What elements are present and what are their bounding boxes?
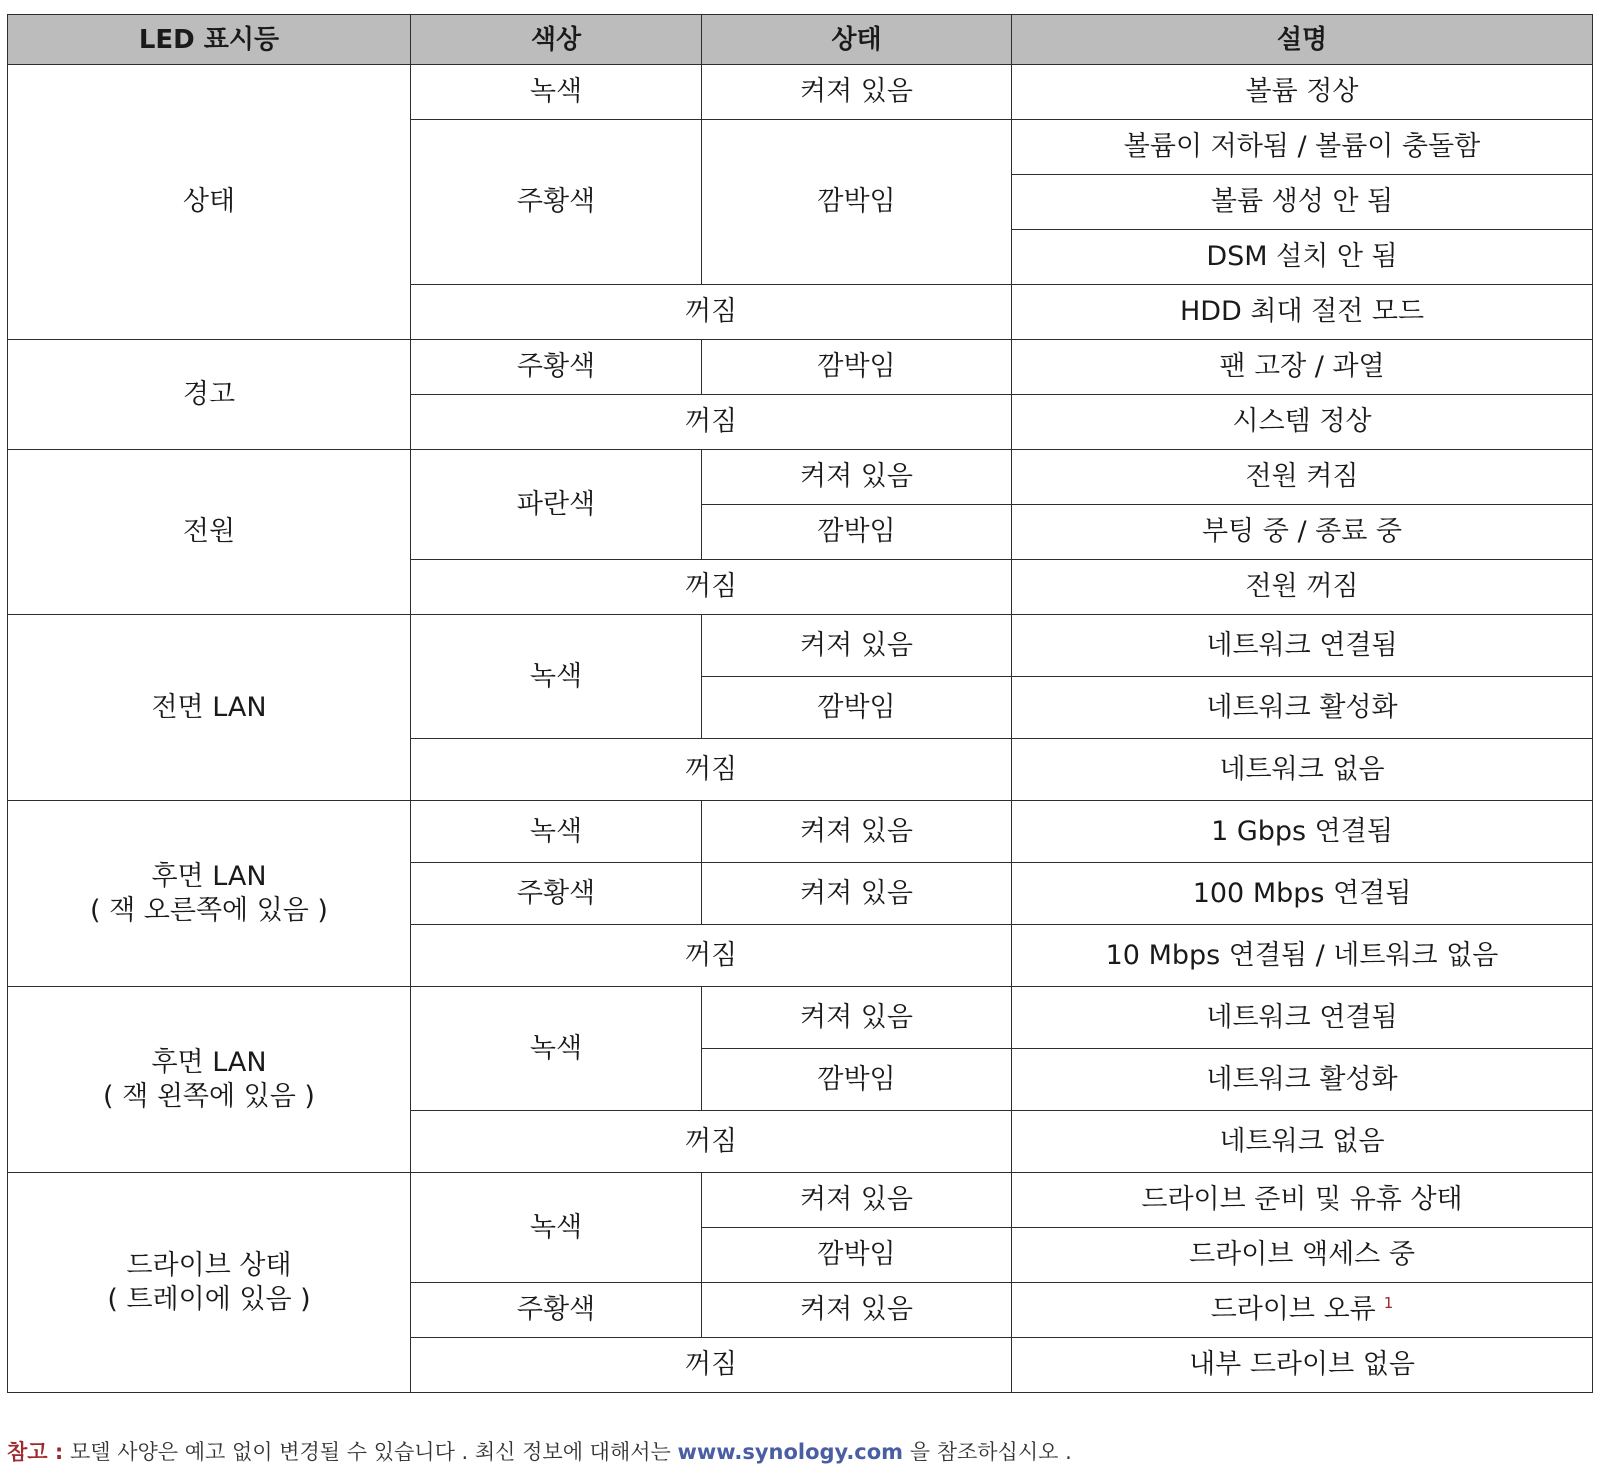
description-cell: 네트워크 활성화: [1012, 1049, 1593, 1111]
color-cell: 주황색: [411, 1283, 702, 1338]
table-row: [8, 340, 1593, 395]
color-cell: 파란색: [411, 450, 702, 560]
description-cell: 시스템 정상: [1012, 395, 1593, 450]
description-text: 드라이브 오류: [1210, 1294, 1376, 1325]
description-cell: 드라이브 준비 및 유휴 상태: [1012, 1173, 1593, 1228]
description-cell: 100 Mbps 연결됨: [1012, 863, 1593, 925]
table-row: [8, 450, 1593, 505]
color-cell: 주황색: [411, 120, 702, 285]
description-cell: DSM 설치 안 됨: [1012, 230, 1593, 285]
description-cell: 드라이브 액세스 중: [1012, 1228, 1593, 1283]
description-cell: 전원 꺼짐: [1012, 560, 1593, 615]
indicator-cell: [8, 987, 411, 1173]
led-indicator-table: [7, 14, 1593, 1393]
state-cell: 켜져 있음: [702, 1283, 1012, 1338]
off-state-cell: 꺼짐: [411, 395, 1012, 450]
state-cell: 깜박임: [702, 677, 1012, 739]
description-cell: 네트워크 활성화: [1012, 677, 1593, 739]
indicator-cell: 전면 LAN: [8, 615, 411, 801]
description-cell: 네트워크 연결됨: [1012, 987, 1593, 1049]
description-cell: 볼륨 정상: [1012, 65, 1593, 120]
indicator-cell: 전원: [8, 450, 411, 615]
color-cell: 녹색: [411, 987, 702, 1111]
indicator-location: ( 잭 왼쪽에 있음 ): [103, 1080, 315, 1112]
off-state-cell: 꺼짐: [411, 1111, 1012, 1173]
state-cell: 깜박임: [702, 120, 1012, 285]
state-cell: 깜박임: [702, 1228, 1012, 1283]
description-cell: 1 Gbps 연결됨: [1012, 801, 1593, 863]
off-state-cell: 꺼짐: [411, 1338, 1012, 1393]
state-cell: 켜져 있음: [702, 987, 1012, 1049]
state-cell: 켜져 있음: [702, 1173, 1012, 1228]
table-row: [8, 1173, 1593, 1228]
color-cell: 녹색: [411, 615, 702, 739]
note-label: 참고 :: [7, 1440, 64, 1464]
note-text: 모델 사양은 예고 없이 변경될 수 있습니다 . 최신 정보에 대해서는: [63, 1440, 678, 1464]
header-description: 설명: [1012, 15, 1593, 65]
color-cell: 녹색: [411, 801, 702, 863]
description-cell: 네트워크 없음: [1012, 1111, 1593, 1173]
table-row: [8, 615, 1593, 677]
table-row: [8, 801, 1593, 863]
table-header-row: [8, 15, 1593, 65]
table-row: [8, 65, 1593, 120]
indicator-location: ( 트레이에 있음 ): [107, 1283, 311, 1315]
table-row: [8, 987, 1593, 1049]
color-cell: 녹색: [411, 65, 702, 120]
off-state-cell: 꺼짐: [411, 285, 1012, 340]
off-state-cell: 꺼짐: [411, 925, 1012, 987]
indicator-cell: 상태: [8, 65, 411, 340]
description-cell: 볼륨이 저하됨 / 볼륨이 충돌함: [1012, 120, 1593, 175]
color-cell: 녹색: [411, 1173, 702, 1283]
description-cell: 네트워크 연결됨: [1012, 615, 1593, 677]
indicator-location: ( 잭 오른쪽에 있음 ): [90, 894, 328, 926]
indicator-name: 후면 LAN: [151, 1046, 267, 1078]
footnote-marker: 1: [1383, 1294, 1394, 1312]
state-cell: 켜져 있음: [702, 450, 1012, 505]
header-led-indicator: LED 표시등: [8, 15, 411, 65]
state-cell: 켜져 있음: [702, 801, 1012, 863]
indicator-name: 드라이브 상태: [126, 1249, 292, 1281]
state-cell: 깜박임: [702, 1049, 1012, 1111]
description-cell: 전원 켜짐: [1012, 450, 1593, 505]
state-cell: 켜져 있음: [702, 863, 1012, 925]
note-text-end: 을 참조하십시오 .: [903, 1440, 1072, 1464]
description-cell: 팬 고장 / 과열: [1012, 340, 1593, 395]
description-cell: HDD 최대 절전 모드: [1012, 285, 1593, 340]
off-state-cell: 꺼짐: [411, 739, 1012, 801]
state-cell: 켜져 있음: [702, 615, 1012, 677]
indicator-cell: 경고: [8, 340, 411, 450]
indicator-name: 후면 LAN: [151, 860, 267, 892]
header-state: 상태: [702, 15, 1012, 65]
description-cell: 부팅 중 / 종료 중: [1012, 505, 1593, 560]
description-cell: 내부 드라이브 없음: [1012, 1338, 1593, 1393]
description-cell: 네트워크 없음: [1012, 739, 1593, 801]
color-cell: 주황색: [411, 863, 702, 925]
state-cell: 켜져 있음: [702, 65, 1012, 120]
header-color: 색상: [411, 15, 702, 65]
description-cell: [1012, 1283, 1593, 1338]
description-cell: 10 Mbps 연결됨 / 네트워크 없음: [1012, 925, 1593, 987]
indicator-cell: [8, 1173, 411, 1393]
off-state-cell: 꺼짐: [411, 560, 1012, 615]
state-cell: 깜박임: [702, 505, 1012, 560]
state-cell: 깜박임: [702, 340, 1012, 395]
footnote-note: [7, 1436, 1072, 1466]
indicator-cell: [8, 801, 411, 987]
description-cell: 볼륨 생성 안 됨: [1012, 175, 1593, 230]
color-cell: 주황색: [411, 340, 702, 395]
synology-link[interactable]: www.synology.com: [677, 1440, 904, 1464]
